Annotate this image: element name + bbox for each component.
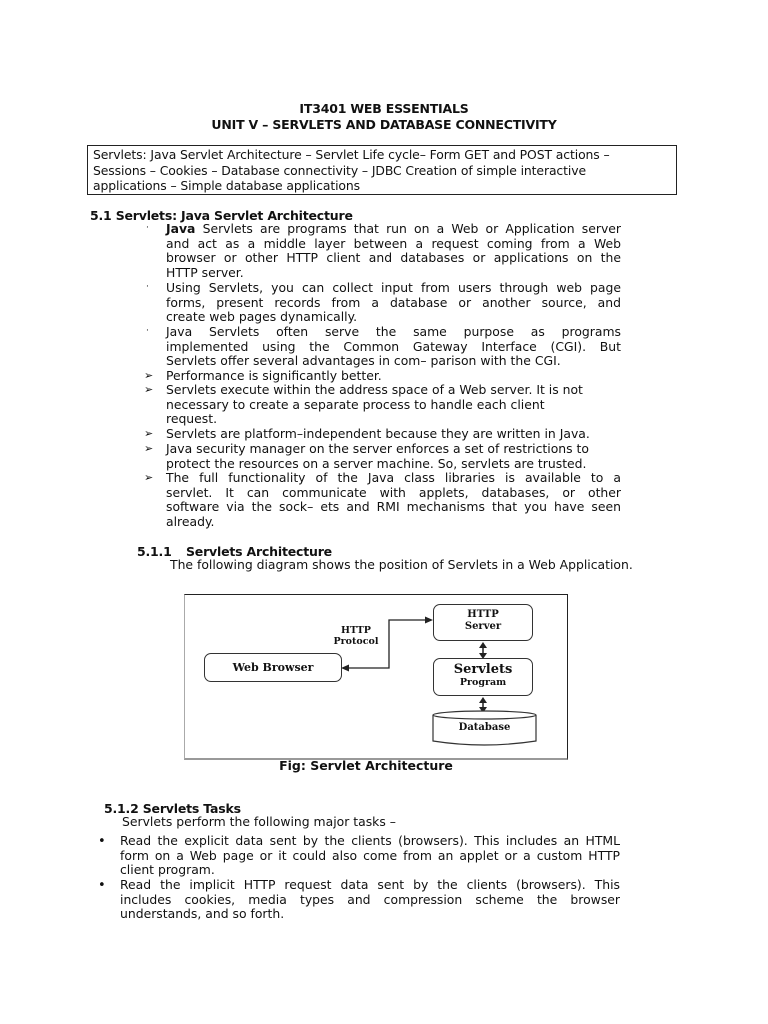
list-item: Using Servlets, you can collect input from users through web page forms, present records from a database or another source, and create web pages dynamically. bbox=[166, 280, 621, 325]
arrow-bullet-icon: ➢ bbox=[144, 383, 154, 396]
arrow-bullet-icon: ➢ bbox=[144, 471, 154, 484]
servlet-architecture-diagram bbox=[184, 594, 568, 760]
servlets-program-node: Servlets Program bbox=[433, 658, 533, 696]
list-item: Java Servlets often serve the same purpose as programs implemented using the Common Gateway Interface (CGI). But Servlets offer several advantages in com– parison with the CGI. bbox=[166, 324, 621, 369]
section-intro: The following diagram shows the position of Servlets in a Web Application. bbox=[170, 557, 633, 572]
list-item: Performance is significantly better. bbox=[166, 368, 382, 383]
arrow-bullet-icon: ➢ bbox=[144, 442, 154, 455]
round-bullet-icon: • bbox=[98, 834, 106, 849]
dot-bullet-icon: · bbox=[146, 223, 149, 233]
http-server-node: HTTP Server bbox=[433, 604, 533, 641]
bold-lead: Java bbox=[166, 221, 196, 236]
syllabus-line: Servlets: Java Servlet Architecture – Servlet Life cycle– Form GET and POST actions – bbox=[93, 147, 610, 162]
section-heading-5-1-2: 5.1.2 Servlets Tasks bbox=[104, 801, 241, 816]
dot-bullet-icon: · bbox=[146, 326, 149, 336]
database-node: Database bbox=[458, 722, 511, 733]
section-intro: Servlets perform the following major tasks – bbox=[122, 814, 396, 829]
list-item: The full functionality of the Java class libraries is available to a servlet. It can communicate with applets, databases, or other software via the sock– ets and RMI mechanisms that you have seen already. bbox=[166, 470, 621, 529]
dot-bullet-icon: · bbox=[146, 282, 149, 292]
list-item: Java Servlets are programs that run on a Web or Application server and act as a middle layer between a request coming from a Web browser or other HTTP client and databases or applications on the HTTP server. bbox=[166, 221, 621, 280]
syllabus-line: applications – Simple database applications bbox=[93, 178, 361, 193]
arrow-bullet-icon: ➢ bbox=[144, 427, 154, 440]
section-number-5-1-1: 5.1.1 bbox=[137, 544, 172, 559]
arrow-bullet-icon: ➢ bbox=[144, 369, 154, 382]
section-heading-5-1-1: Servlets Architecture bbox=[186, 544, 332, 559]
course-title: IT3401 WEB ESSENTIALS bbox=[299, 101, 469, 116]
list-item: Servlets are platform–independent because they are written in Java. bbox=[166, 426, 590, 441]
syllabus-line: Sessions – Cookies – Database connectivity – JDBC Creation of simple interactive bbox=[93, 162, 587, 178]
syllabus-box bbox=[87, 145, 677, 195]
list-item: Servlets execute within the address space of a Web server. It is not necessary to create a separate process to handle each client request. bbox=[166, 382, 583, 427]
web-browser-node: Web Browser bbox=[204, 653, 342, 682]
http-protocol-label: HTTP Protocol bbox=[333, 625, 379, 647]
figure-caption: Fig: Servlet Architecture bbox=[279, 758, 453, 773]
section-heading-5-1: 5.1 Servlets: Java Servlet Architecture bbox=[90, 208, 353, 223]
list-item: Java security manager on the server enforces a set of restrictions to protect the resources on a server machine. So, servlets are trusted. bbox=[166, 441, 589, 471]
list-item: Read the implicit HTTP request data sent by the clients (browsers). This includes cookies, media types and compression scheme the browser understands, and so forth. bbox=[120, 877, 620, 922]
list-item: Read the explicit data sent by the clients (browsers). This includes an HTML form on a Web page or it could also come from an applet or a custom HTTP client program. bbox=[120, 833, 620, 878]
round-bullet-icon: • bbox=[98, 878, 106, 893]
unit-title: UNIT V – SERVLETS AND DATABASE CONNECTIVITY bbox=[211, 117, 557, 132]
